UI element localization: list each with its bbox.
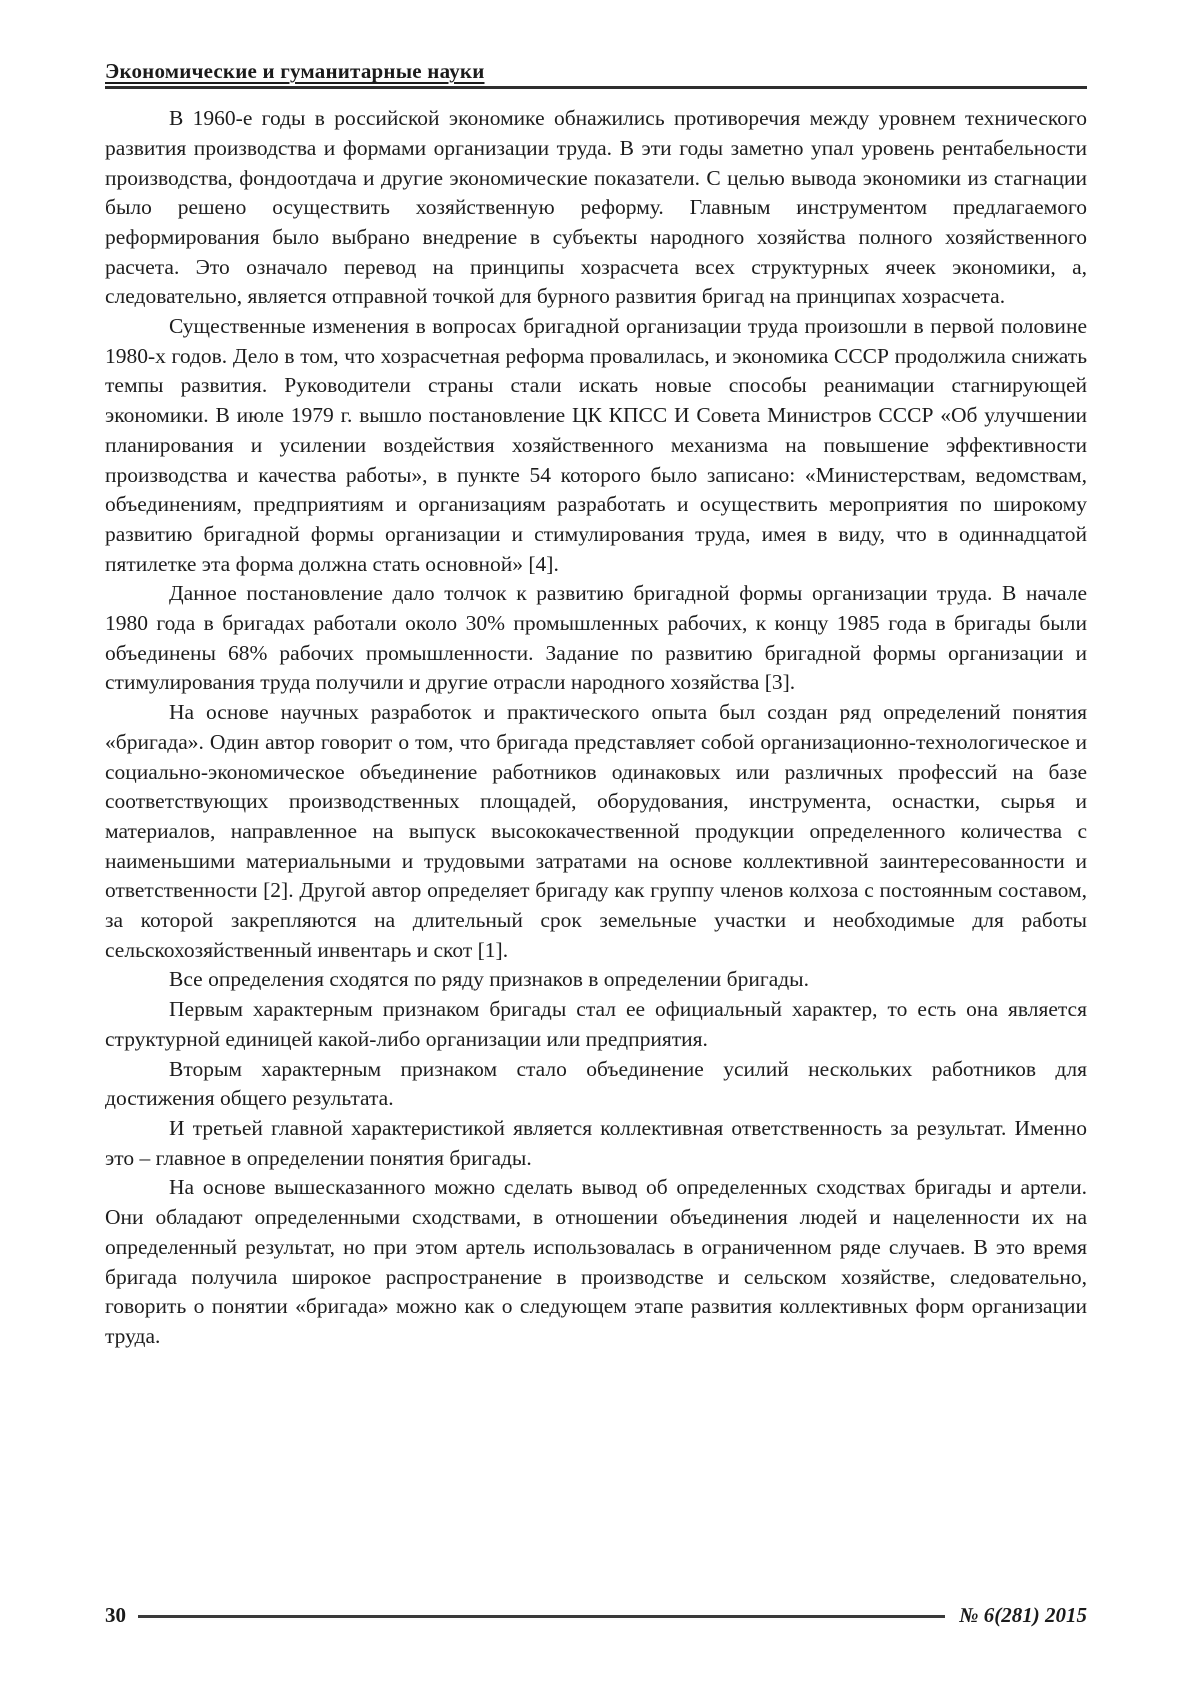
paragraph: В 1960-е годы в российской экономике обнажились противоречия между уровнем технического развития производства и формами организации труда. В эти годы заметно упал уровень рентабельности производства, фондоотдача и другие экономические показатели. С целью вывода экономики из стагнации было решено осуществить хозяйственную реформу. Главным инструментом предлагаемого реформирования было выбрано внедрение в субъекты народного хозяйства полного хозяйственного расчета. Это означало перевод на принципы хозрасчета всех структурных ячеек экономики, а, следовательно, является отправной точкой для бурного развития бригад на принципах хозрасчета.	[105, 106, 1087, 309]
paragraph: Существенные изменения в вопросах бригадной организации труда произошли в первой половине 1980-х годов. Дело в том, что хозрасчетная реформа провалилась, и экономика СССР продолжила снижать темпы развития. Руководители страны стали искать новые способы реанимации стагнирующей экономики. В июле 1979 г. вышло постановление ЦК КПСС И Совета Министров СССР «Об улучшении планирования и усилении воздействия хозяйственного механизма на повышение эффективности производства и качества работы», в пункте 54 которого было записано: «Министерствам, ведомствам, объединениям, предприятиям и организациям разработать и осуществить мероприятия по широкому развитию бригадной формы организации и стимулирования труда, имея в виду, что в одиннадцатой пятилетке эта форма должна стать основной» [4].	[105, 314, 1087, 576]
issue-number: № 6(281) 2015	[959, 1603, 1087, 1627]
paragraph: Первым характерным признаком бригады стал ее официальный характер, то есть она является структурной единицей какой-либо организации или предприятия.	[105, 997, 1087, 1051]
page-header	[105, 60, 1087, 89]
paragraph: Все определения сходятся по ряду признаков в определении бригады.	[169, 967, 809, 992]
paragraph: На основе вышесказанного можно сделать вывод об определенных сходствах бригады и артели. Они обладают определенными сходствами, в отношении объединения людей и нацеленности их на определенный результат, но при этом артель использовалась в ограниченном ряде случаев. В это время бригада получила широкое распространение в производстве и сельском хозяйстве, следовательно, говорить о понятии «бригада» можно как о следующем этапе развития коллективных форм организации труда.	[105, 1175, 1087, 1348]
paragraph: Вторым характерным признаком стало объединение усилий нескольких работников для достижения общего результата.	[105, 1056, 1087, 1111]
journal-section-title: Экономические и гуманитарные науки	[105, 59, 485, 83]
paragraph: Данное постановление дало толчок к развитию бригадной формы организации труда. В начале 1980 года в бригадах работали около 30% промышленных рабочих, к концу 1985 года в бригады были объединены 68% рабочих промышленности. Задание по развитию бригадной формы организации и стимулирования труда получили и другие отрасли народного хозяйства [3].	[105, 581, 1087, 695]
paragraph: На основе научных разработок и практического опыта был создан ряд определений понятия «бригада». Один автор говорит о том, что бригада представляет собой организационно-технологическое и социально-экономическое объединение работников одинаковых или различных профессий на базе соответствующих производственных площадей, оборудования, инструмента, оснастки, сырья и материалов, направленное на выпуск высококачественной продукции определенного количества с наименьшими материальными и трудовыми затратами на основе коллективной заинтересованности и ответственности [2]. Другой автор определяет бригаду как группу членов колхоза с постоянным составом, за которой закрепляются на длительный срок земельные участки и необходимые для работы сельскохозяйственный инвентарь и скот [1].	[105, 700, 1087, 962]
footer-rule	[138, 1615, 945, 1618]
article-body	[105, 104, 1087, 1352]
page-number: 30	[105, 1603, 126, 1627]
paragraph: И третьей главной характеристикой является коллективная ответственность за результат. Именно это – главное в определении понятия бригады.	[105, 1116, 1087, 1170]
page-footer	[105, 1603, 1087, 1628]
